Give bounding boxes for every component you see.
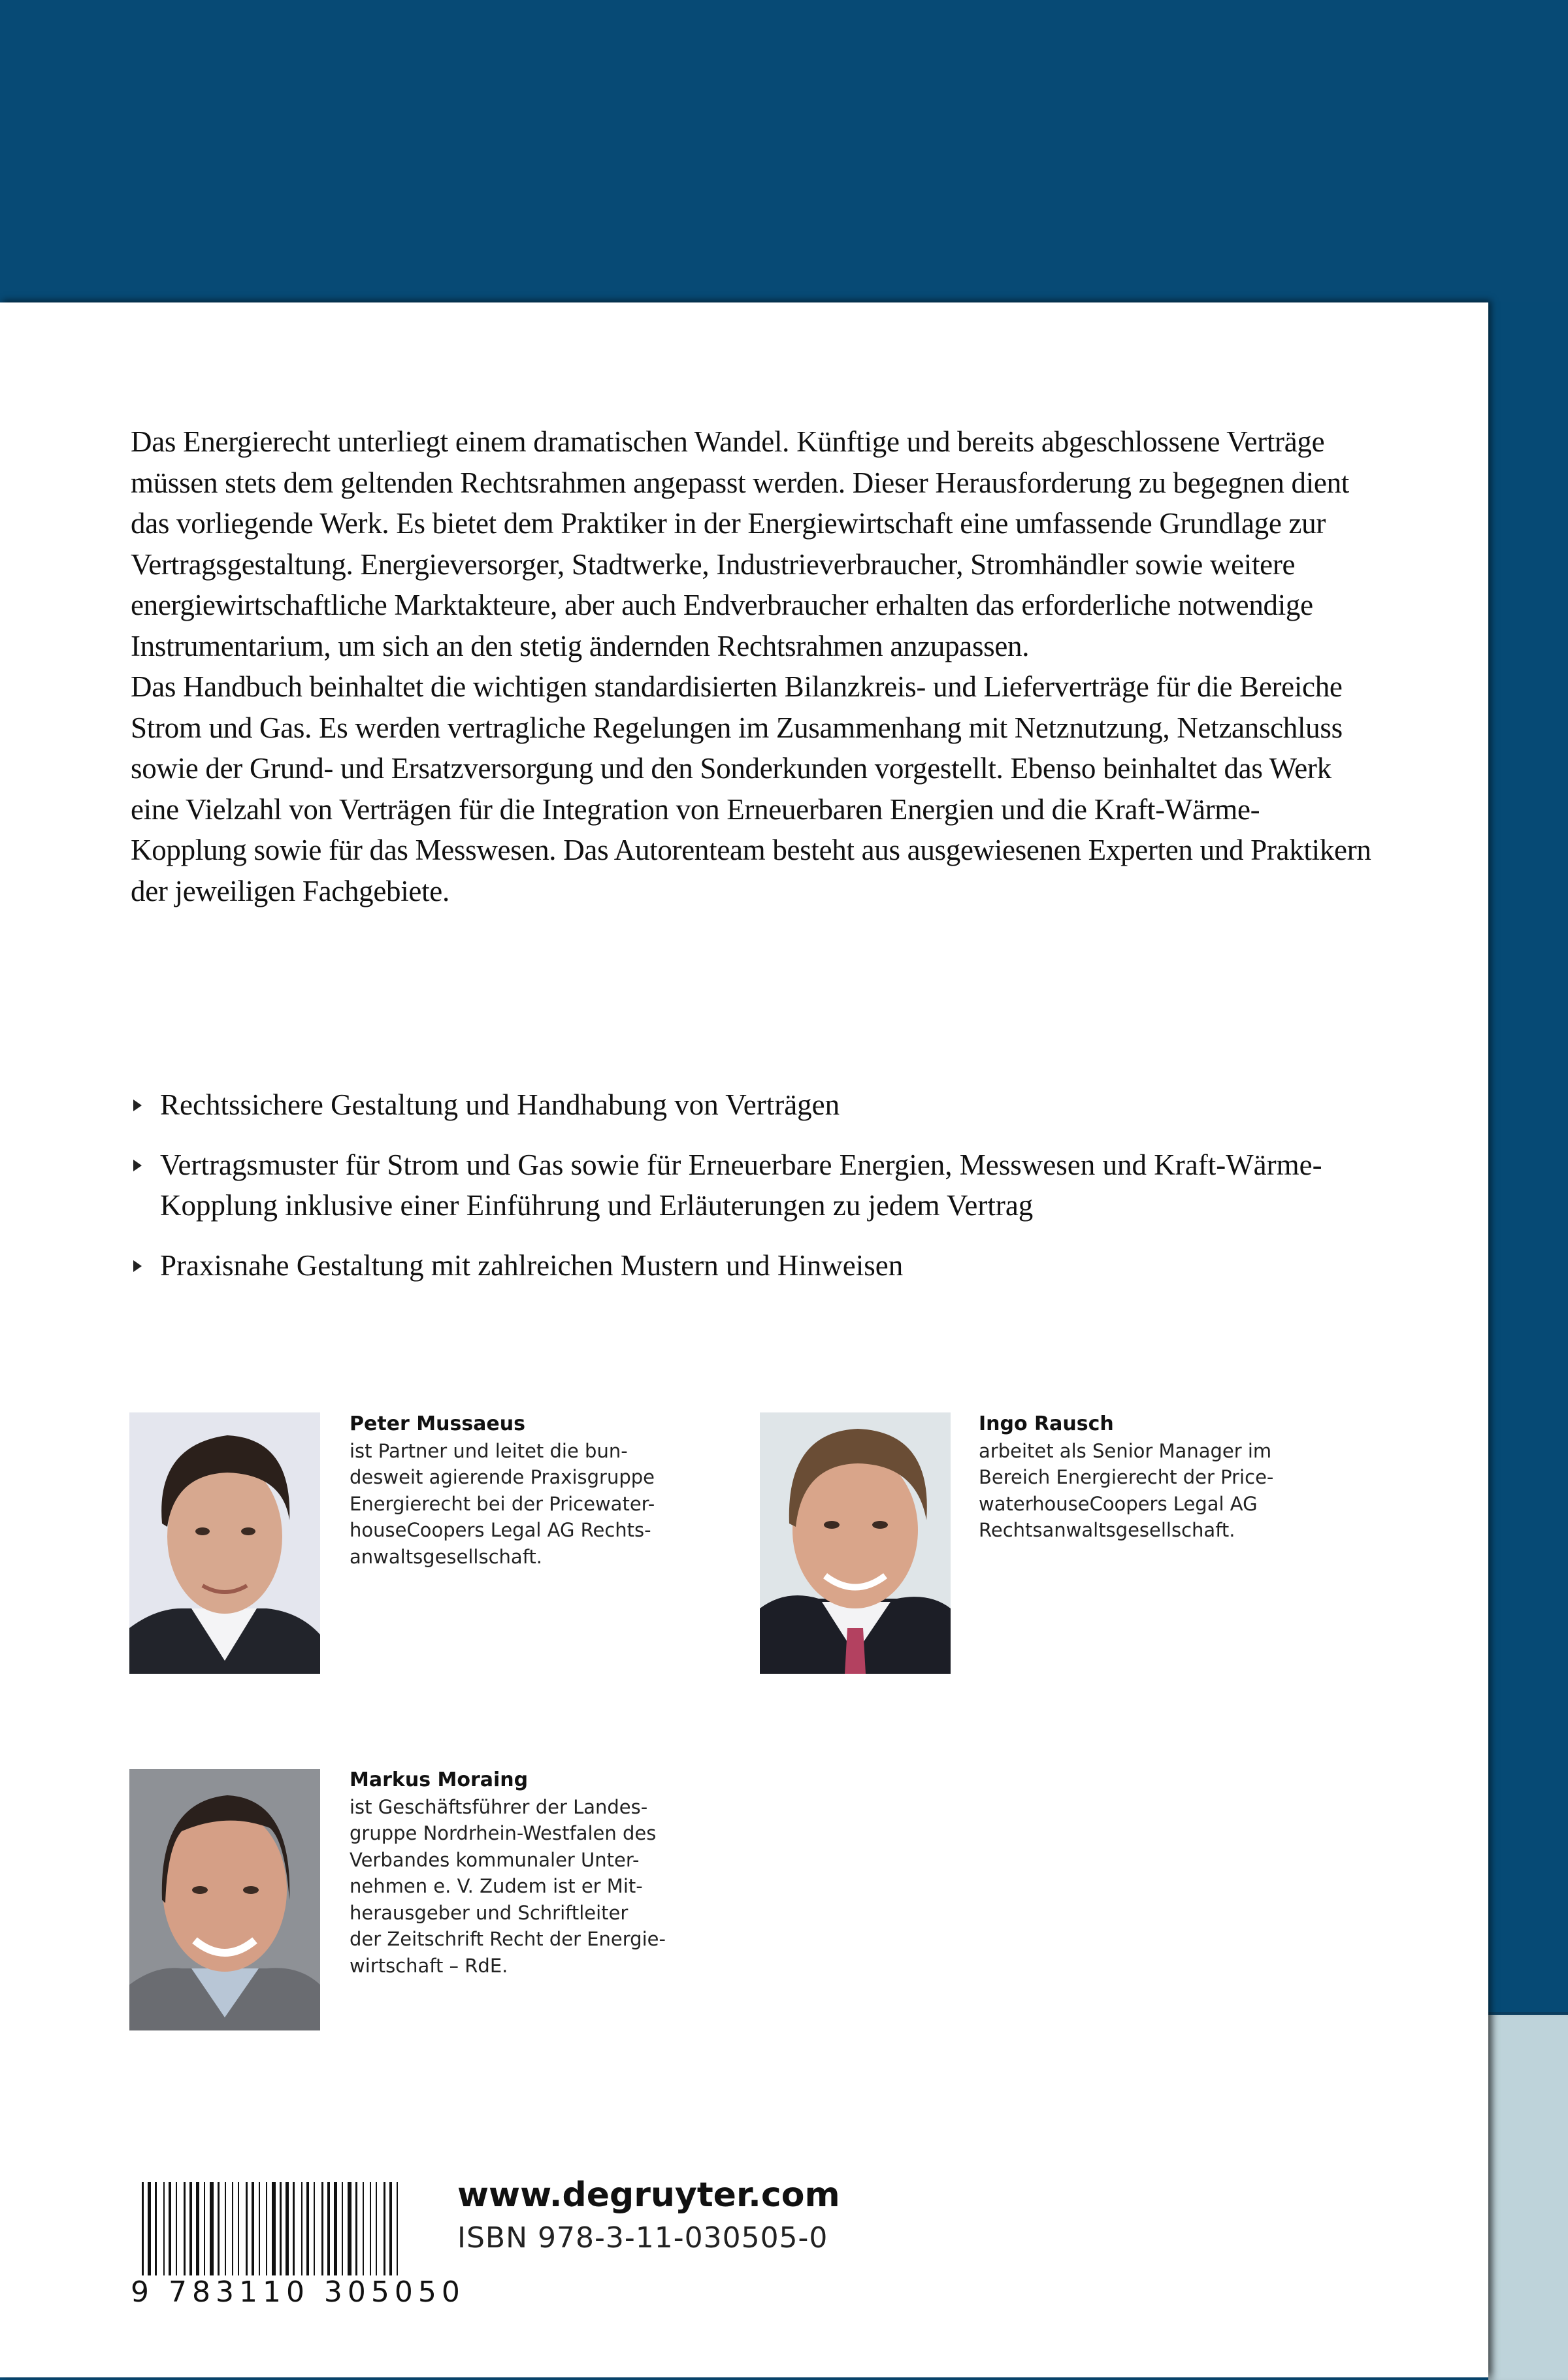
- feature-item: [131, 1084, 1372, 1125]
- bullet-triangle-icon: [133, 1100, 142, 1111]
- description-paragraph: Das Handbuch beinhaltet die wichtigen standardisierten Bilanzkreis- und Lieferverträge für die Bereiche Strom und Gas. Es werden vertragliche Regelungen im Zusammenhang mit Netznutzung, Netzanschluss sowie der Grund- und Ersatzversorgung und den Sonderkunden vorgestellt. Ebenso beinhaltet das Werk eine Vielzahl von Verträgen für die Integration von Erneuerbaren Energien und die Kraft-Wärme-Kopplung sowie für das Messwesen. Das Autorenteam besteht aus ausgewiesenen Experten und Praktikern der jeweiligen Fachgebiete.: [131, 670, 1371, 907]
- feature-text: Praxisnahe Gestaltung mit zahlreichen Mustern und Hinweisen: [160, 1249, 904, 1282]
- publisher-url[interactable]: www.degruyter.com: [457, 2176, 840, 2215]
- author-photo: [129, 1412, 320, 1674]
- cover-top-band: [0, 0, 1568, 302]
- author-description: ist Partner und leitet die bun- desweit agierende Praxisgruppe Energierecht bei der Pricewater- houseCoopers Legal AG Rechts- anwaltsgesellschaft.: [350, 1439, 655, 1568]
- author-name: Ingo Rausch: [979, 1412, 1114, 1435]
- feature-list: [131, 1084, 1372, 1305]
- author-description: ist Geschäftsführer der Landes- gruppe Nordrhein-Westfalen des Verbandes kommunaler Unter- nehmen e. V. Zudem ist er Mit- herausgeber und Schriftleiter der Zeitschrift Recht der Energie- wirtschaft – RdE.: [350, 1795, 666, 1977]
- feature-item: [131, 1145, 1372, 1226]
- author-photo: [129, 1769, 320, 2030]
- author-name: Markus Moraing: [350, 1769, 529, 1791]
- author-description: arbeitet als Senior Manager im Bereich Energierecht der Price- waterhouseCoopers Legal AG Rechtsanwaltsgesellschaft.: [979, 1439, 1274, 1541]
- author-name: Peter Mussaeus: [350, 1412, 525, 1435]
- isbn: ISBN 978-3-11-030505-0: [457, 2221, 828, 2255]
- portrait-icon: [760, 1412, 951, 1674]
- barcode-digits: 9 783110 305050: [131, 2275, 465, 2309]
- bullet-triangle-icon: [133, 1260, 142, 1272]
- author-bio: [350, 1411, 755, 1570]
- book-description: [131, 421, 1372, 911]
- feature-item: [131, 1245, 1372, 1286]
- portrait-icon: [129, 1412, 320, 1674]
- author-photo: [760, 1412, 951, 1674]
- author-bio: [979, 1411, 1384, 1544]
- description-paragraph: Das Energierecht unterliegt einem dramatischen Wandel. Künftige und bereits abgeschlossene Verträge müssen stets dem geltenden Rechtsrahmen angepasst werden. Dieser Herausforderung zu begegnen dient das vorliegende Werk. Es bietet dem Praktiker in der Energiewirtschaft eine umfassende Grundlage zur Vertragsgestaltung. Energieversorger, Stadtwerke, Industrieverbraucher, Stromhändler sowie weitere energiewirtschaftliche Marktakteure, aber auch Endverbraucher erhalten das erforderliche notwendige Instrumentarium, um sich an den stetig ändernden Rechtsrahmen anzupassen.: [131, 425, 1349, 662]
- feature-text: Vertragsmuster für Strom und Gas sowie für Erneuerbare Energien, Messwesen und Kraft-Wärme-Kopplung inklusive einer Einführung und Erläuterungen zu jedem Vertrag: [160, 1149, 1322, 1222]
- feature-text: Rechtssichere Gestaltung und Handhabung von Verträgen: [160, 1088, 840, 1121]
- author-bio: [350, 1767, 755, 1979]
- cover-right-band: [1488, 302, 1568, 2012]
- bullet-triangle-icon: [133, 1160, 142, 1171]
- portrait-icon: [129, 1769, 320, 2030]
- cover-right-light-band: [1488, 2012, 1568, 2380]
